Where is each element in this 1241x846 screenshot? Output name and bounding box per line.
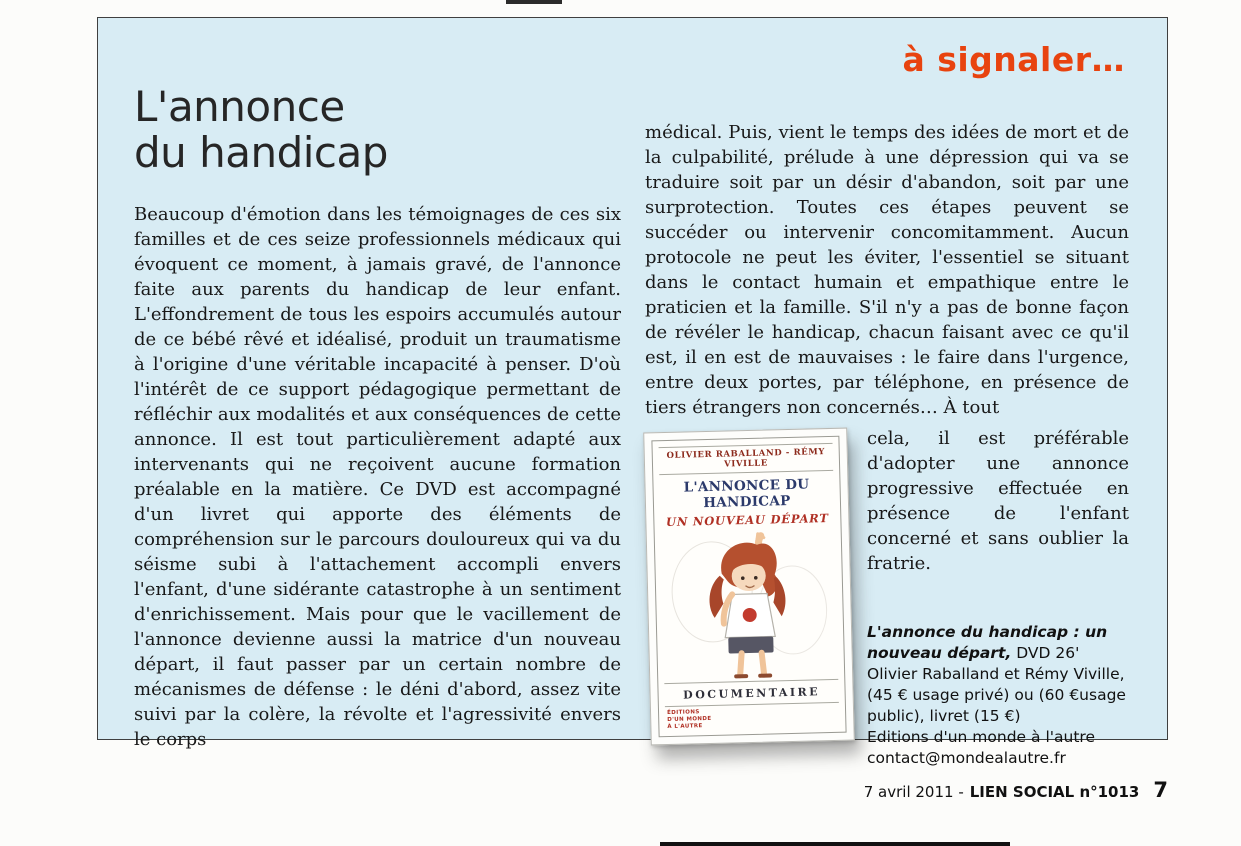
beside-cover <box>867 426 1129 769</box>
caption-title: L'annonce du handicap : un nouveau départ, <box>867 623 1108 662</box>
caption-publisher: Editions d'un monde à l'autre <box>867 728 1095 746</box>
scan-artifact-top <box>506 0 562 4</box>
footer-page-number: 7 <box>1153 778 1168 802</box>
page-footer <box>864 778 1168 802</box>
dvd-genre: DOCUMENTAIRE <box>664 679 839 706</box>
caption-email: contact@mondealautre.fr <box>867 749 1066 767</box>
dvd-title: L'ANNONCE DU HANDICAP <box>683 476 810 512</box>
article-title <box>134 84 621 176</box>
caption-paragraph <box>867 622 1129 727</box>
section-label: à signaler… <box>902 40 1125 79</box>
dvd-caption <box>867 622 1129 769</box>
dvd-publisher-line1: ÉDITIONS <box>666 709 700 717</box>
media-row <box>645 426 1129 769</box>
dvd-authors: OLIVIER RABALLAND - RÉMY VIVILLE <box>659 443 834 475</box>
dvd-cover <box>645 426 851 743</box>
dvd-subtitle: UN NOUVEAU DÉPART <box>665 511 829 530</box>
article-panel <box>97 17 1168 767</box>
article-title-line2: du handicap <box>134 128 388 177</box>
footer-date: 7 avril 2011 - <box>863 783 964 801</box>
footer-journal: LIEN SOCIAL n°1013 <box>969 783 1140 801</box>
left-column <box>134 84 621 769</box>
dvd-cover-frame <box>643 428 855 746</box>
body-text-left: Beaucoup d'émotion dans les témoignages de ces six familles et de ces seize professionnels médicaux qui évoquent ce moment, à jamais gravé, de l'annonce faite aux parents du handicap de leur enfant. L'effondrement de tous les espoirs accumulés autour de ce bébé rêvé et idéalisé, produit un traumatisme à l'origine d'une véritable incapacité à penser. D'où l'intérêt de ce support pédagogique permettant de réfléchir aux modalités et aux conséquences de cette annonce. Il est tout particulièrement adapté aux intervenants qui ne reçoivent aucune formation préalable en la matière. Ce DVD est accompagné d'un livret qui apporte des éléments de compréhension sur le parcours douloureux qui va du séisme subi à l'attachement accompli envers l'enfant, d'une sidérante catastrophe à un sentiment d'enrichissement. Mais pour que le vacillement de l'annonce devienne aussi la matrice d'un nouveau départ, il faut passer par un certain nombre de mécanismes de défense : le déni d'abord, assez vite suivi par la colère, la révolte et l'agressivité envers le corps <box>134 204 621 750</box>
dvd-publisher-logo <box>665 702 840 732</box>
dvd-cover-illustration <box>661 529 839 683</box>
body-text-right: médical. Puis, vient le temps des idées de mort et de la culpabilité, prélude à une dépression qui va se traduire soit par un désir d'abandon, soit par une surprotection. Toutes ces étapes peuvent se succéder ou intervenir concomitamment. Aucun protocole ne peut les éviter, l'essentiel se situant dans le contact humain et empathique entre le praticien et la famille. S'il n'y a pas de bonne façon de révéler le handicap, chacun faisant avec ce qu'il est, il en est de mauvaises : le faire dans l'urgence, entre deux portes, par téléphone, en présence de tiers étrangers non concernés… À tout <box>645 122 1129 418</box>
right-column <box>645 84 1129 769</box>
dvd-cover-inner <box>651 436 846 738</box>
article-title-line1: L'annonce <box>134 82 345 131</box>
body-text-wrap: cela, il est préférable d'adopter une annonce progressive effectuée en présence de l'enfant concerné et sans oublier la fratrie. <box>867 428 1129 574</box>
dvd-publisher-line2: D'UN MONDE <box>667 715 712 724</box>
dvd-publisher-line3: À L'AUTRE <box>667 723 703 731</box>
article-content <box>134 84 1129 769</box>
scan-artifact-bottom <box>660 842 1010 846</box>
caption-body: DVD 26' Olivier Raballand et Rémy Viville, (45 € usage privé) ou (60 €usage public), livret (15 €) <box>867 644 1126 725</box>
